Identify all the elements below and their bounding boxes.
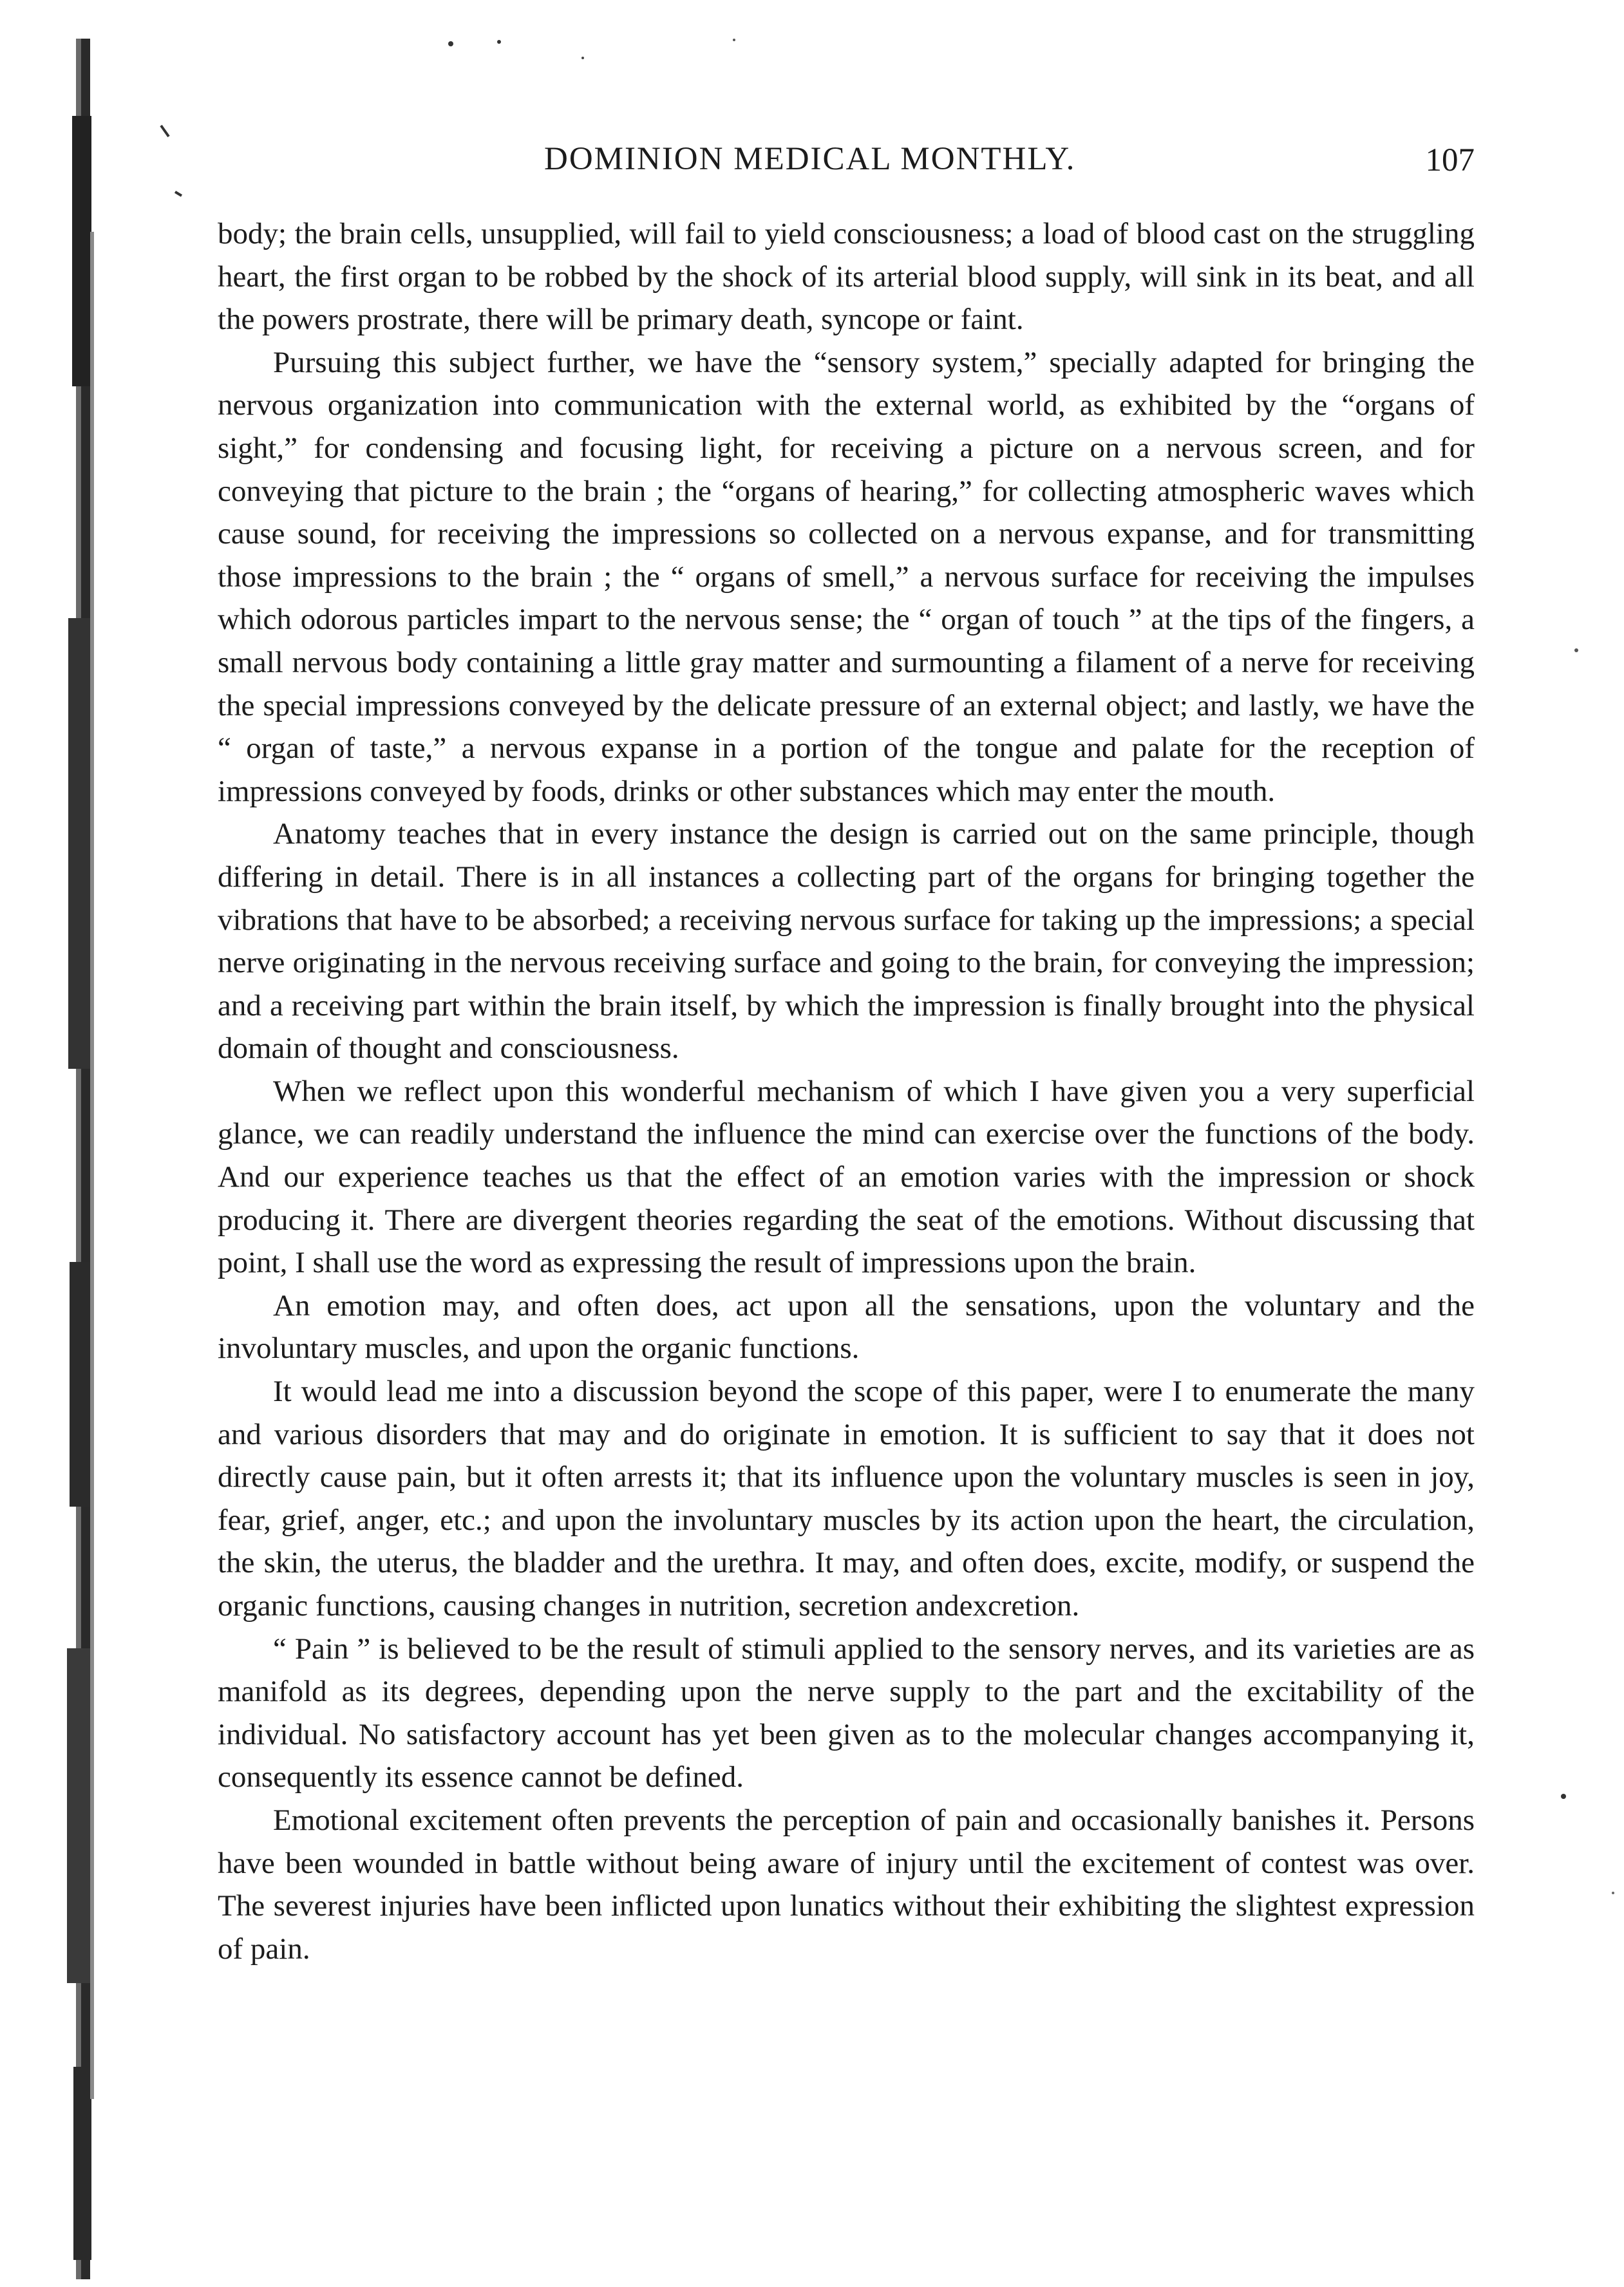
paragraph: Emotional excitement often prevents the perception of pain and occasionally banishes it. Persons have been wounded in battle without being aware of injury until the excitement of contest was over. The severest injuries have been inflicted upon lunatics without their exhibiting the slightest expression of pain. [218, 1803, 1475, 1966]
page-number: 107 [1425, 142, 1475, 178]
paragraph: Anatomy teaches that in every instance the design is carried out on the same principle, though differing in detail. There is in all instances a collecting part of the organs for bringing together the vibrations that have to be absorbed; a receiving nervous surface for taking up the impressions; a special nerve originating in the nervous receiving surface and going to the brain, for conveying the impression; and a receiving part within the brain itself, by which the impression is finally brought into the physical domain of thought and consciousness. [218, 817, 1475, 1066]
paragraph: body; the brain cells, unsupplied, will fail to yield consciousness; a load of blood cast on the struggling heart, the first organ to be robbed by the shock of its arterial blood supply, will sink in its beat, and all the powers prostrate, there will be primary death, syncope or faint. [218, 217, 1475, 337]
paragraph: An emotion may, and often does, act upon all the sensations, upon the voluntary and the involuntary muscles, and upon the organic functions. [218, 1288, 1475, 1366]
paragraph: “ Pain ” is believed to be the result of stimuli applied to the sensory nerves, and its varieties are as manifold as its degrees, depending upon the nerve supply to the part and the excitability of the individual. No satisfactory account has yet been given as to the molecular changes accompanying it, consequently its essence cannot be defined. [218, 1632, 1475, 1794]
page-header [219, 140, 1475, 192]
binding-shadow [50, 39, 102, 2279]
article-body [218, 212, 1475, 1970]
paragraph: It would lead me into a discussion beyond the scope of this paper, were I to enumerate the many and various disorders that may and do originate in emotion. It is sufficient to say that it does not directly cause pain, but it often arrests it; that its influence upon the voluntary muscles is seen in joy, fear, grief, anger, etc.; and upon the involuntary muscles by its action upon the heart, the circulation, the skin, the uterus, the bladder and the urethra. It may, and often does, excite, modify, or suspend the organic functions, causing changes in nutrition, secretion andexcretion. [218, 1375, 1475, 1623]
running-title: DOMINION MEDICAL MONTHLY. [544, 141, 1076, 177]
paragraph: Pursuing this subject further, we have the “sensory system,” specially adapted for bringing the nervous organization into communication with the external world, as exhibited by the “organs of sight,” for condensing and focusing light, for receiving a picture on a nervous screen, and for conveying that picture to the brain ; the “organs of hearing,” for collecting atmospheric waves which cause sound, for receiving the impressions so collected on a nervous expanse, and for transmitting those impressions to the brain ; the “ organs of smell,” a nervous surface for receiving the impulses which odorous particles impart to the nervous sense; the “ organ of touch ” at the tips of the fingers, a small nervous body containing a little gray matter and surmounting a filament of a nerve for receiving the special impressions conveyed by the delicate pressure of an external object; and lastly, we have the “ organ of taste,” a nervous expanse in a portion of the tongue and palate for the reception of impressions conveyed by foods, drinks or other substances which may enter the mouth. [218, 345, 1475, 808]
paragraph: When we reflect upon this wonderful mechanism of which I have given you a very superficial glance, we can readily understand the influence the mind can exercise over the functions of the body. And our experience teaches us that the effect of an emotion varies with the impression or shock producing it. There are divergent theories regarding the seat of the emotions. Without discussing that point, I shall use the word as expressing the result of impressions upon the brain. [218, 1074, 1475, 1280]
